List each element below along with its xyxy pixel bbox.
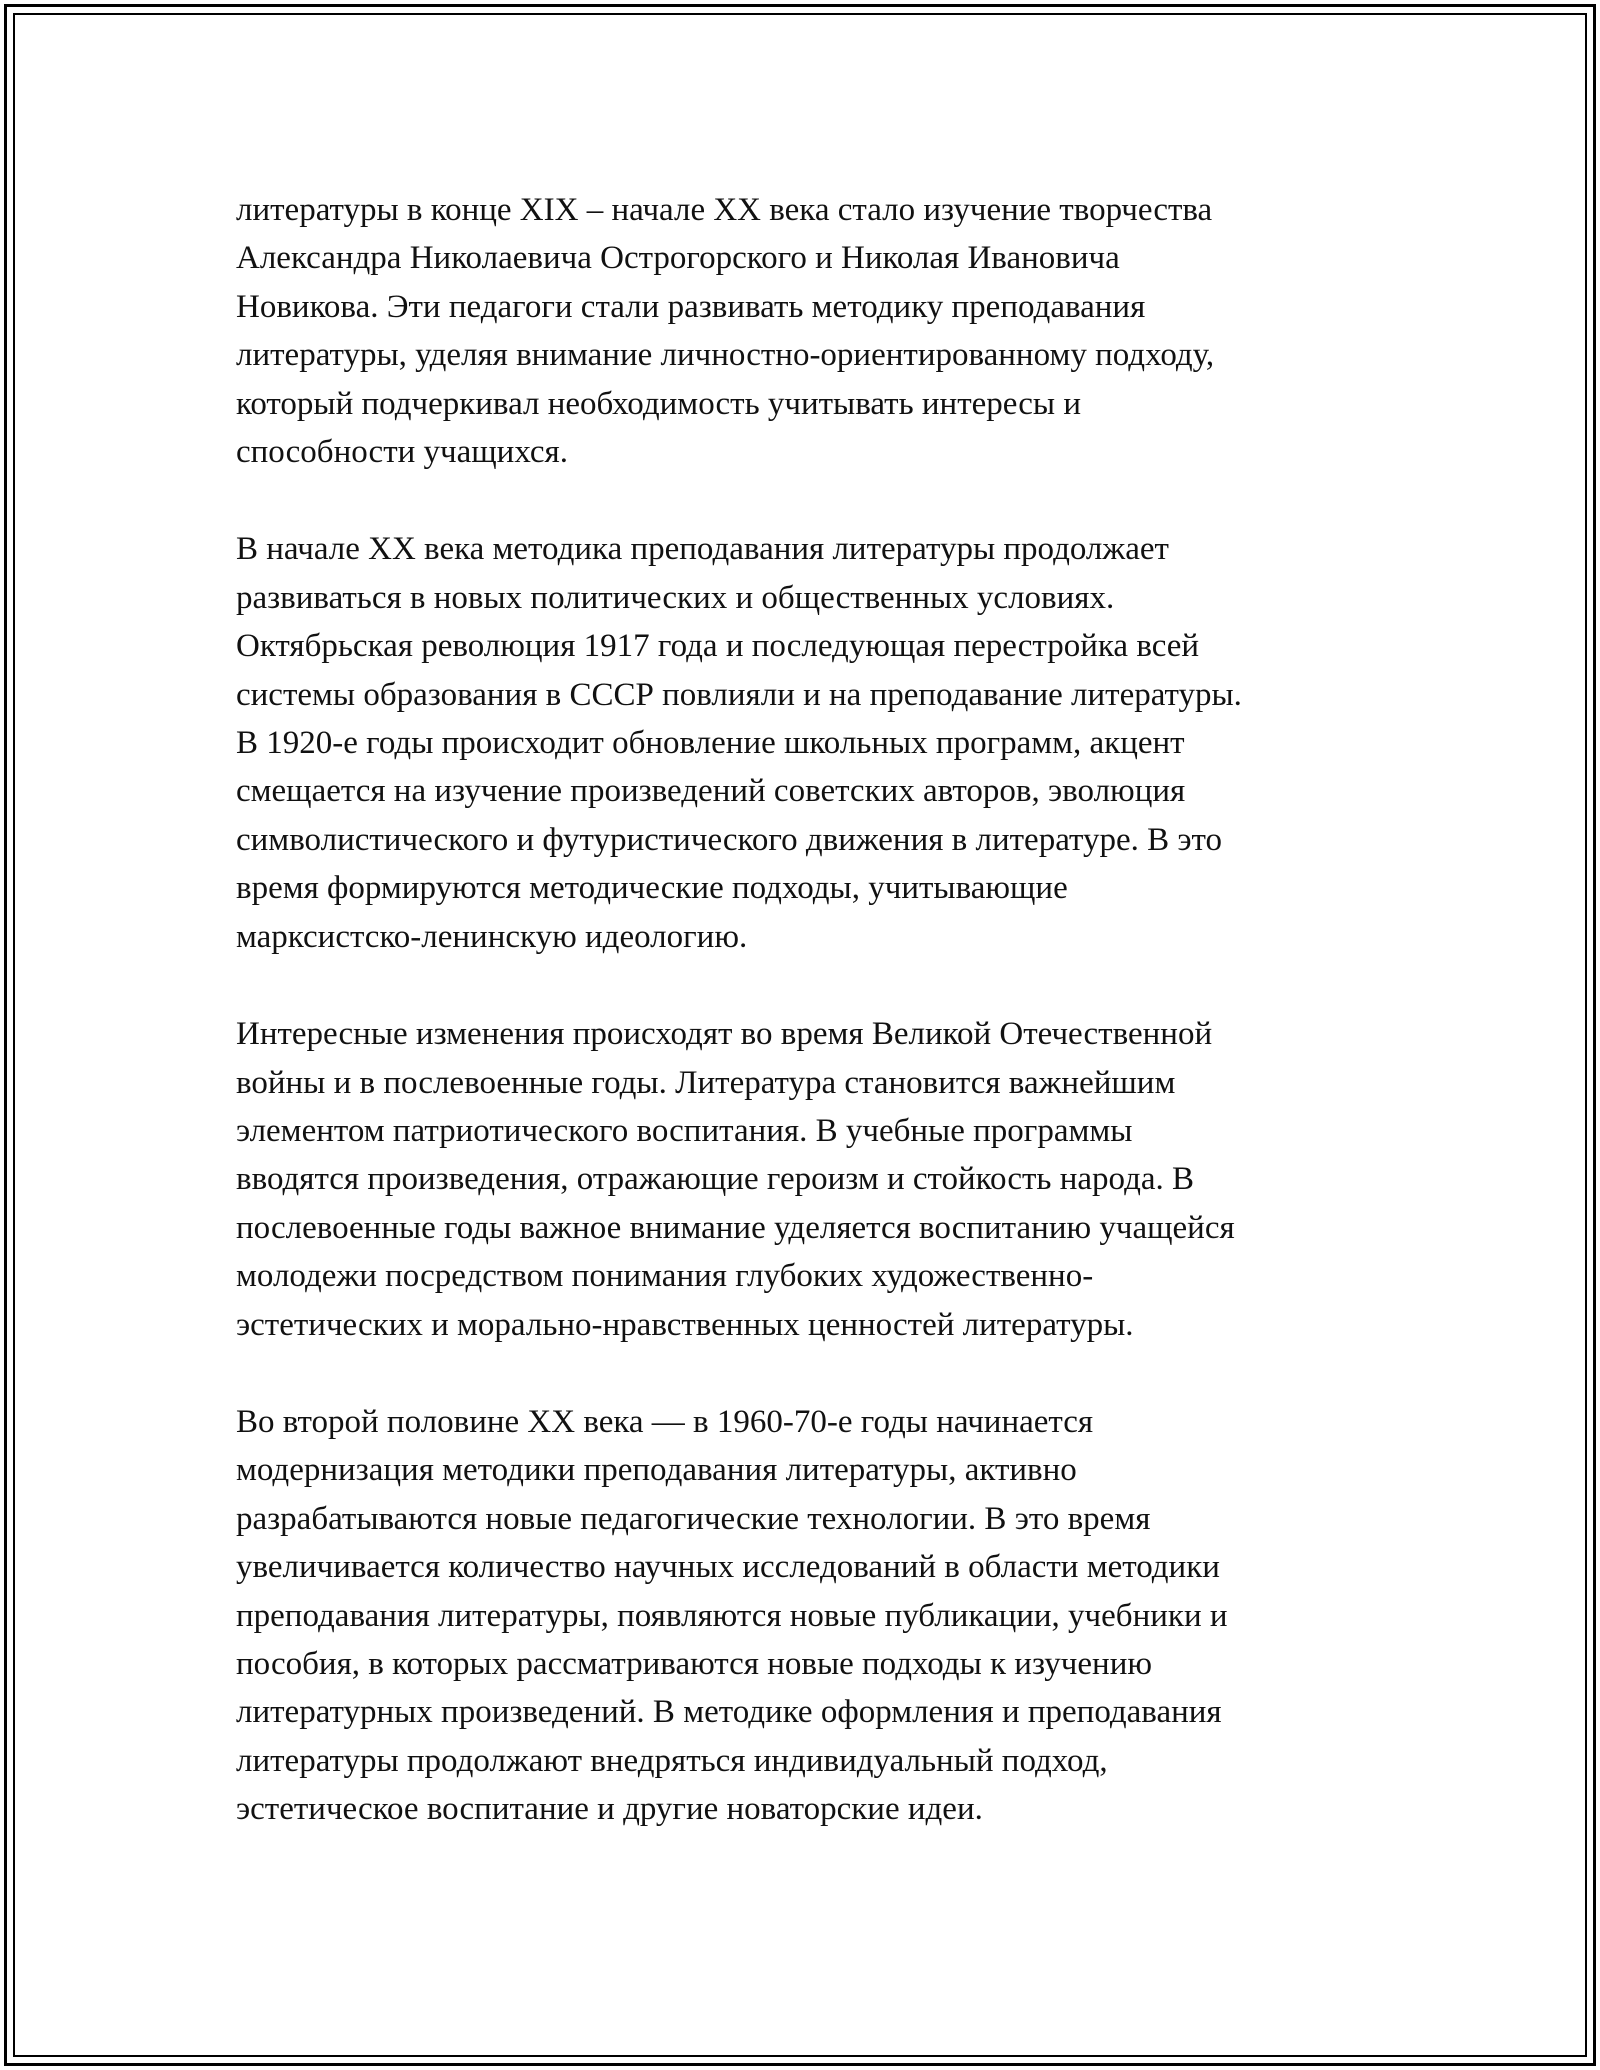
text-line: пособия, в которых рассматриваются новые подходы к изучению	[236, 1645, 1153, 1682]
text-line: разрабатываются новые педагогические технологии. В это время	[236, 1500, 1151, 1537]
text-line: способности учащихся.	[236, 434, 568, 471]
text-line: литературы продолжают внедряться индивидуальный подход,	[236, 1742, 1108, 1779]
text-line: литературы, уделяя внимание личностно-ориентированному подходу,	[236, 337, 1215, 374]
text-line: время формируются методические подходы, учитывающие	[236, 870, 1068, 907]
text-line: смещается на изучение произведений советских авторов, эволюция	[236, 773, 1186, 810]
text-line: Александра Николаевича Острогорского и Николая Ивановича	[236, 240, 1120, 277]
text-line: преподавания литературы, появляются новые публикации, учебники и	[236, 1597, 1228, 1634]
text-line: модернизация методики преподавания литературы, активно	[236, 1452, 1077, 1489]
text-line: литературы в конце XIX – начале XX века стало изучение творчества	[236, 192, 1213, 228]
text-line: эстетическое воспитание и другие новаторские идеи.	[236, 1791, 983, 1828]
text-line: Интересные изменения происходят во время Великой Отечественной	[236, 1016, 1213, 1053]
text-line: В 1920-е годы происходит обновление школьных программ, акцент	[236, 725, 1185, 762]
paragraph-3	[236, 1010, 1366, 1349]
paragraph-4	[236, 1398, 1366, 1834]
text-line: Новикова. Эти педагоги стали развивать методику преподавания	[236, 288, 1146, 325]
text-line: вводятся произведения, отражающие героизм и стойкость народа. В	[236, 1161, 1195, 1198]
paragraph-1	[236, 186, 1366, 476]
text-line: системы образования в СССР повлияли и на преподавание литературы.	[236, 676, 1242, 713]
text-line: элементом патриотического воспитания. В учебные программы	[236, 1112, 1133, 1149]
text-line: эстетических и морально-нравственных ценностей литературы.	[236, 1306, 1134, 1343]
paragraph-2	[236, 525, 1366, 961]
text-line: послевоенные годы важное внимание уделяется воспитанию учащейся	[236, 1209, 1235, 1246]
text-line: который подчеркивал необходимость учитывать интересы и	[236, 385, 1081, 422]
text-line: марксистско-ленинскую идеологию.	[236, 918, 748, 955]
text-line: развиваться в новых политических и общественных условиях.	[236, 579, 1115, 616]
text-line: Во второй половине XX века — в 1960-70-е годы начинается	[236, 1403, 1094, 1440]
text-line: В начале XX века методика преподавания литературы продолжает	[236, 531, 1169, 568]
text-line: войны и в послевоенные годы. Литература становится важнейшим	[236, 1064, 1176, 1101]
text-line: символистического и футуристического движения в литературе. В это	[236, 821, 1223, 858]
text-line: Октябрьская революция 1917 года и последующая перестройка всей	[236, 628, 1200, 665]
text-line: увеличивается количество научных исследований в области методики	[236, 1549, 1220, 1586]
document-body	[236, 186, 1366, 1883]
text-line: молодежи посредством понимания глубоких художественно-	[236, 1258, 1094, 1295]
text-line: литературных произведений. В методике оформления и преподавания	[236, 1694, 1222, 1731]
